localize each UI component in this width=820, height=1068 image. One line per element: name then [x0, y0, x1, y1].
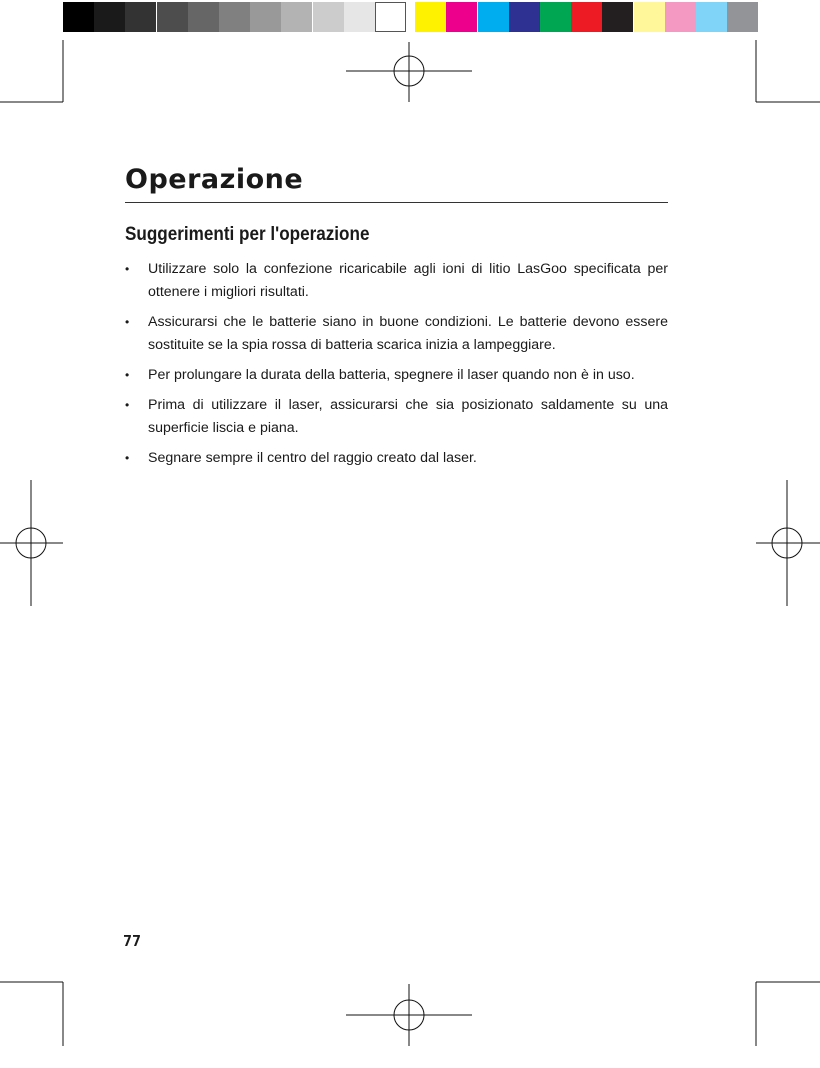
- bullet-glyph: •: [125, 451, 130, 465]
- registration-mark-right: [756, 480, 820, 606]
- title-underline: [125, 202, 668, 203]
- tips-list: [125, 258, 668, 477]
- tip-text: Prima di utilizzare il laser, assicurarsi che sia posizionato saldamente su una superficie liscia e piana.: [148, 397, 668, 436]
- bullet-glyph: •: [125, 315, 130, 329]
- registration-mark-bottom: [346, 984, 472, 1046]
- list-item: [125, 394, 668, 440]
- list-item: [125, 364, 668, 387]
- tip-text: Segnare sempre il centro del raggio creato dal laser.: [148, 450, 477, 466]
- page-number: 77: [123, 932, 142, 950]
- registration-mark-left: [0, 480, 63, 606]
- bullet-glyph: •: [125, 368, 130, 382]
- bullet-glyph: •: [125, 398, 130, 412]
- registration-mark-top: [346, 42, 472, 102]
- tip-text: Assicurarsi che le batterie siano in buone condizioni. Le batterie devono essere sostituite se la spia rossa di batteria scarica inizia a lampeggiare.: [148, 314, 668, 353]
- list-item: [125, 447, 668, 470]
- bullet-glyph: •: [125, 262, 130, 276]
- section-heading: Suggerimenti per l'operazione: [125, 224, 370, 245]
- list-item: [125, 311, 668, 357]
- page-title: Operazione: [125, 164, 304, 195]
- tip-text: Per prolungare la durata della batteria, spegnere il laser quando non è in uso.: [148, 367, 635, 383]
- list-item: [125, 258, 668, 304]
- tip-text: Utilizzare solo la confezione ricaricabile agli ioni di litio LasGoo specificata per ottenere i migliori risultati.: [148, 261, 668, 300]
